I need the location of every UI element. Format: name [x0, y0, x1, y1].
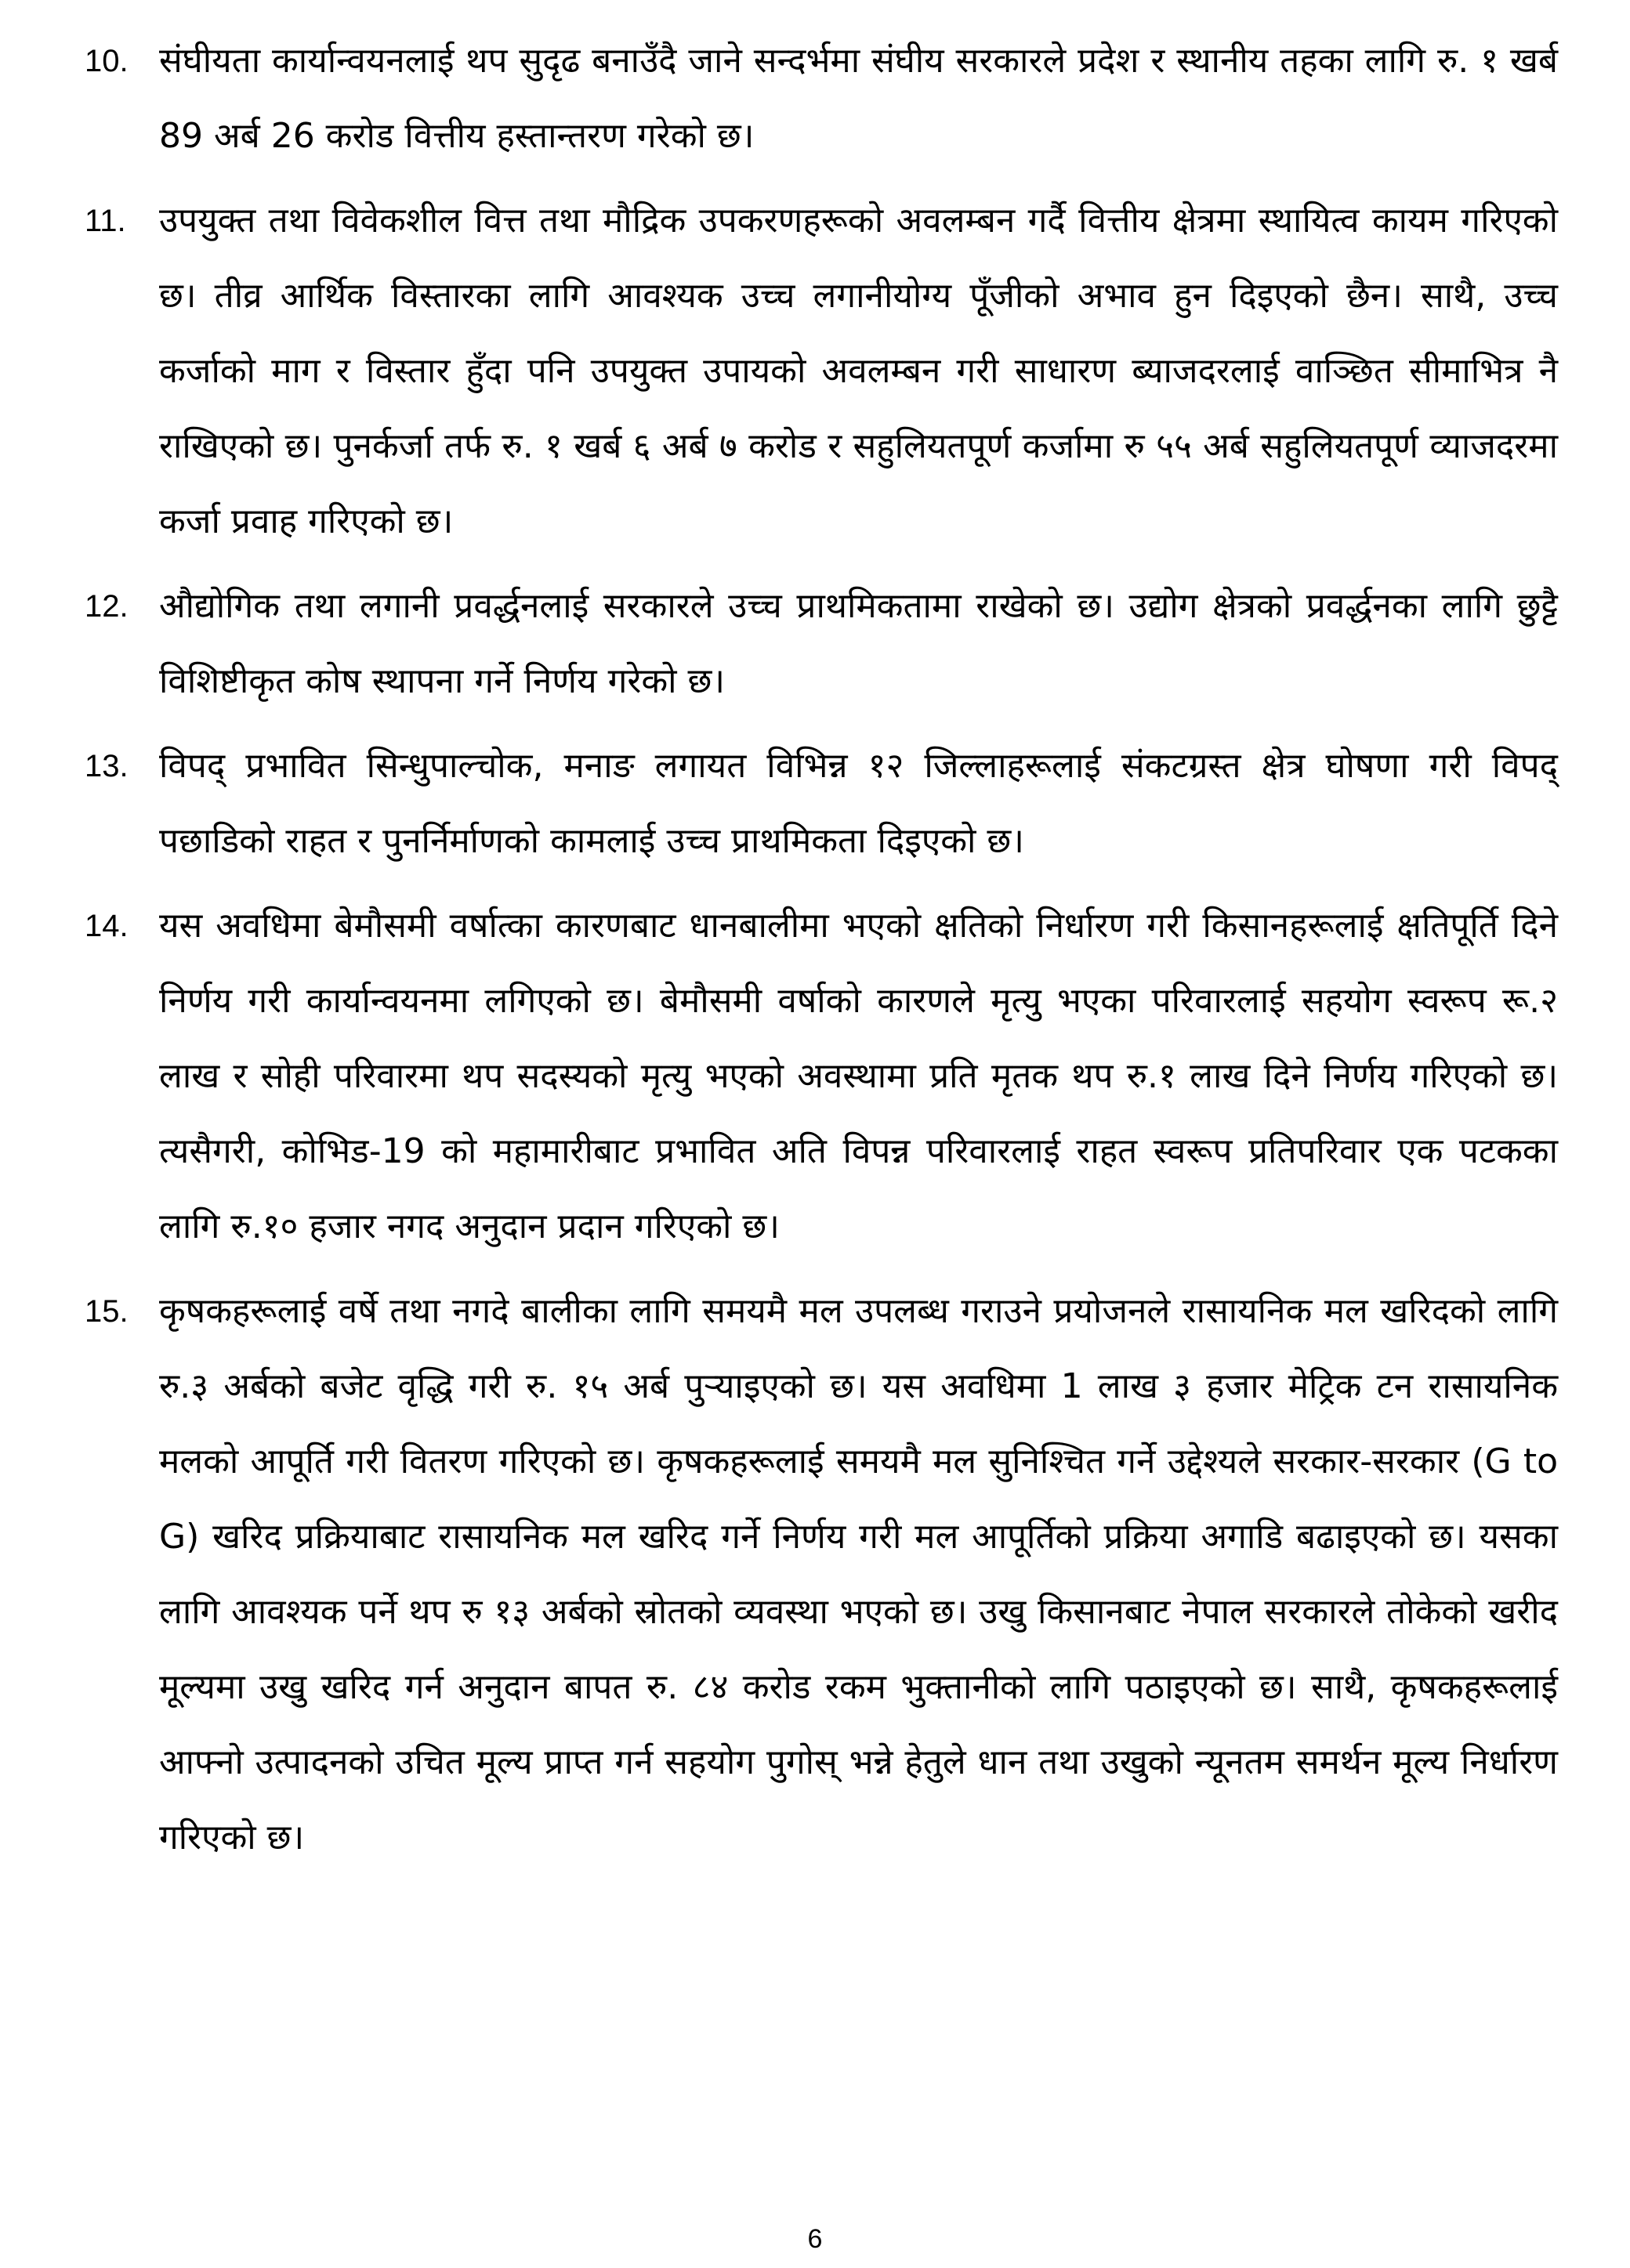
page-number: 6	[807, 2224, 823, 2254]
item-number: 14.	[85, 909, 129, 943]
item-number: 12.	[85, 589, 129, 624]
item-text: उपयुक्त तथा विवेकशील वित्त तथा मौद्रिक उपकरणहरूको अवलम्बन गर्दै वित्तीय क्षेत्रमा स्थायित्व कायम गरिएको छ। तीव्र आर्थिक विस्तारका लागि आवश्यक उच्च लगानीयोग्य पूँजीको अभाव हुन दिइएको छैन। साथै, उच्च कर्जाको माग र विस्तार हुँदा पनि उपयुक्त उपायको अवलम्बन गरी साधारण ब्याजदरलाई वाञ्छित सीमाभित्र नै राखिएको छ। पुनर्कर्जा तर्फ रु. १ खर्ब ६ अर्ब ७ करोड र सहुलियतपूर्ण कर्जामा रु ५५ अर्ब सहुलियतपूर्ण व्याजदरमा कर्जा प्रवाह गरिएको छ।	[159, 201, 1558, 541]
list-item	[85, 1274, 1558, 1876]
list-item	[85, 24, 1558, 174]
item-text: संघीयता कार्यान्वयनलाई थप सुदृढ बनाउँदै जाने सन्दर्भमा संघीय सरकारले प्रदेश र स्थानीय तहका लागि रु. १ खर्ब 89 अर्ब 26 करोड वित्तीय हस्तान्तरण गरेको छ।	[159, 41, 1558, 156]
item-text: विपद् प्रभावित सिन्धुपाल्चोक, मनाङ लगायत विभिन्न १२ जिल्लाहरूलाई संकटग्रस्त क्षेत्र घोषणा गरी विपद् पछाडिको राहत र पुनर्निर्माणको कामलाई उच्च प्राथमिकता दिइएको छ।	[159, 746, 1558, 861]
item-text: यस अवधिमा बेमौसमी वर्षात्का कारणबाट धानबालीमा भएको क्षतिको निर्धारण गरी किसानहरूलाई क्षतिपूर्ति दिने निर्णय गरी कार्यान्वयनमा लगिएको छ। बेमौसमी वर्षाको कारणले मृत्यु भएका परिवारलाई सहयोग स्वरूप रू.२ लाख र सोही परिवारमा थप सदस्यको मृत्यु भएको अवस्थामा प्रति मृतक थप रु.१ लाख दिने निर्णय गरिएको छ। त्यसैगरी, कोभिड-19 को महामारीबाट प्रभावित अति विपन्न परिवारलाई राहत स्वरूप प्रतिपरिवार एक पटकका लागि रु.१० हजार नगद अनुदान प्रदान गरिएको छ।	[159, 906, 1558, 1246]
list-item	[85, 729, 1558, 879]
item-number: 13.	[85, 749, 129, 783]
list-item	[85, 183, 1558, 559]
list-item	[85, 569, 1558, 719]
item-number: 11.	[85, 204, 126, 238]
numbered-list	[85, 24, 1558, 1885]
item-number: 15.	[85, 1294, 129, 1329]
item-text: औद्योगिक तथा लगानी प्रवर्द्धनलाई सरकारले उच्च प्राथमिकतामा राखेको छ। उद्योग क्षेत्रको प्रवर्द्धनका लागि छुट्टै विशिष्टीकृत कोष स्थापना गर्ने निर्णय गरेको छ।	[159, 586, 1558, 701]
item-number: 10.	[85, 44, 129, 78]
list-item	[85, 888, 1558, 1264]
item-text: कृषकहरूलाई वर्षे तथा नगदे बालीका लागि समयमै मल उपलब्ध गराउने प्रयोजनले रासायनिक मल खरिदको लागि रु.३ अर्बको बजेट वृद्धि गरी रु. १५ अर्ब पुऱ्याइएको छ। यस अवधिमा 1 लाख ३ हजार मेट्रिक टन रासायनिक मलको आपूर्ति गरी वितरण गरिएको छ। कृषकहरूलाई समयमै मल सुनिश्चित गर्ने उद्देश्यले सरकार-सरकार (G to G) खरिद प्रक्रियाबाट रासायनिक मल खरिद गर्ने निर्णय गरी मल आपूर्तिको प्रक्रिया अगाडि बढाइएको छ। यसका लागि आवश्यक पर्ने थप रु १३ अर्बको स्रोतको व्यवस्था भएको छ। उखु किसानबाट नेपाल सरकारले तोकेको खरीद मूल्यमा उखु खरिद गर्न अनुदान बापत रु. ८४ करोड रकम भुक्तानीको लागि पठाइएको छ। साथै, कृषकहरूलाई आफ्नो उत्पादनको उचित मूल्य प्राप्त गर्न सहयोग पुगोस् भन्ने हेतुले धान तथा उखुको न्यूनतम समर्थन मूल्य निर्धारण गरिएको छ।	[159, 1291, 1558, 1857]
